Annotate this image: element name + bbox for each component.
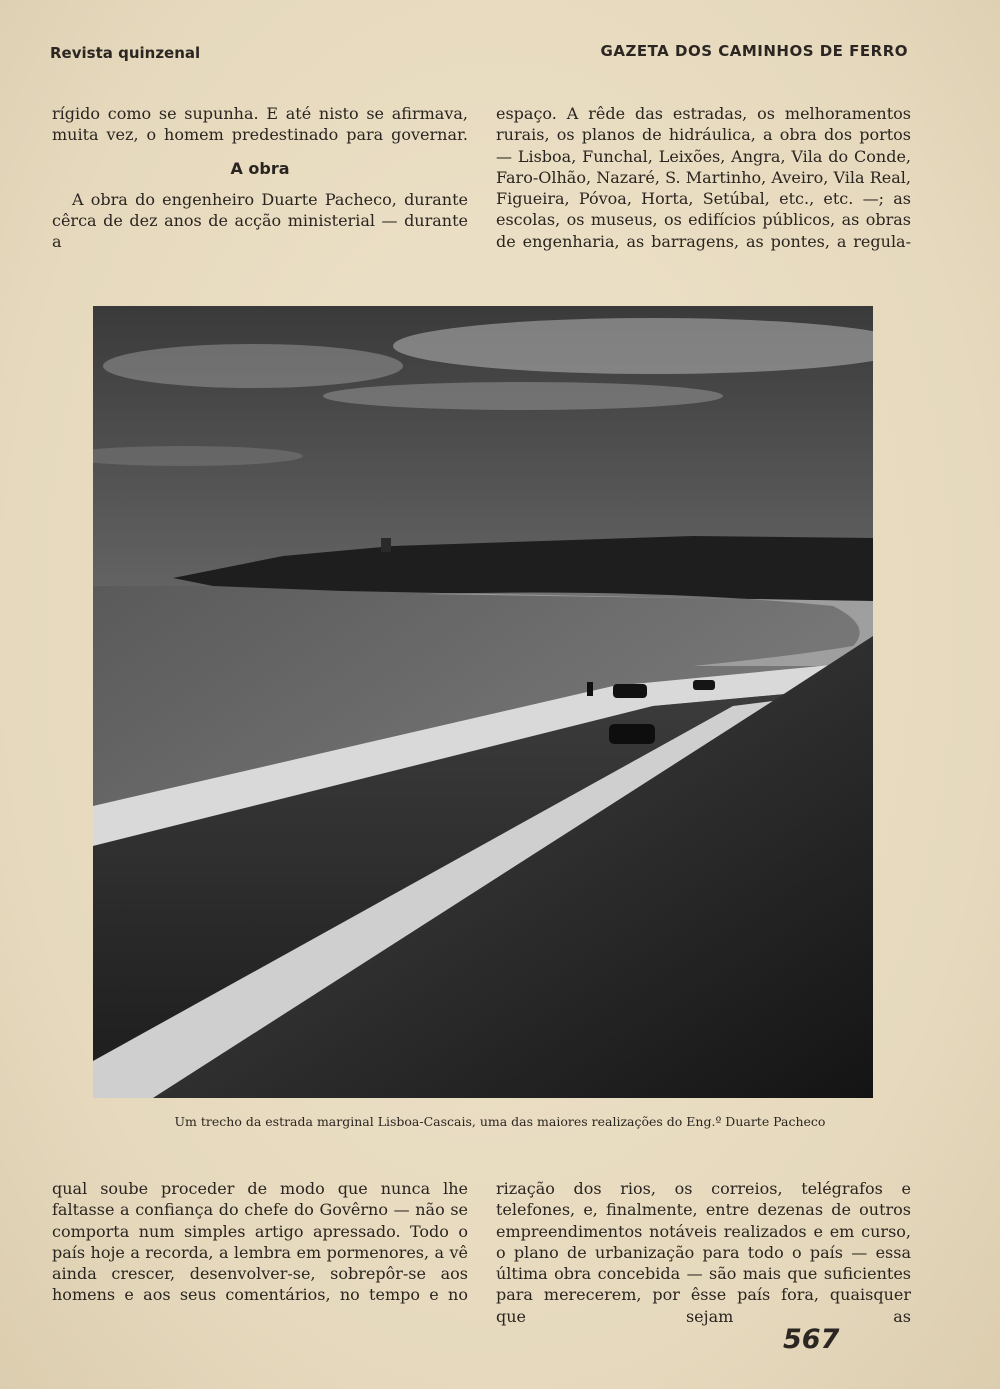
page-number: 567	[783, 1324, 840, 1355]
top-right-column	[496, 103, 911, 252]
bottom-right-column	[496, 1178, 911, 1327]
bottom-left-column	[52, 1178, 468, 1306]
coastal-road-photo	[93, 306, 873, 1098]
paragraph: rização dos rios, os correios, telégrafos e telefones, e, finalmente, entre dezenas de outros empreendimentos notáveis realizados e em curso, o plano de urbanização para todo o país — essa última obra concebida — são mais que suficientes para merecerem, por êsse país fora, quaisquer que sejam as	[496, 1179, 911, 1326]
paragraph: espaço. A rêde das estradas, os melhoramentos rurais, os planos de hidráulica, a obra dos portos — Lisboa, Funchal, Leixões, Angra, Vila do Conde, Faro-Olhão, Nazaré, S. Martinho, Aveiro, Vila Real, Figueira, Póvoa, Horta, Setúbal, etc., etc. —; as escolas, os museus, os edifícios públicos, as obras de engenharia, as barragens, as pontes, a regula-	[496, 104, 911, 251]
running-header-left: Revista quinzenal	[50, 44, 201, 62]
text-line: muita vez, o homem predestinado para governar.	[52, 125, 468, 145]
top-left-column	[52, 103, 468, 253]
figure-caption: Um trecho da estrada marginal Lisboa-Cascais, uma das maiores realizações do Eng.º Duarte Pacheco	[174, 1114, 826, 1129]
paragraph: qual soube proceder de modo que nunca lhe faltasse a confiança do chefe do Govêrno — não se comporta num simples artigo apressado. Todo o país hoje a recorda, a lembra em pormenores, a vê ainda crescer, desenvolver-se, sobrepôr-se aos homens e aos seus comentários, no tempo e no	[52, 1179, 468, 1305]
paragraph: A obra do engenheiro Duarte Pacheco, durante cêrca de dez anos de acção ministerial — durante a	[52, 189, 468, 252]
text-line: rígido como se supunha. E até nisto se afirmava,	[52, 104, 468, 123]
running-header-right: GAZETA DOS CAMINHOS DE FERRO	[600, 42, 908, 60]
section-heading: A obra	[230, 158, 290, 178]
